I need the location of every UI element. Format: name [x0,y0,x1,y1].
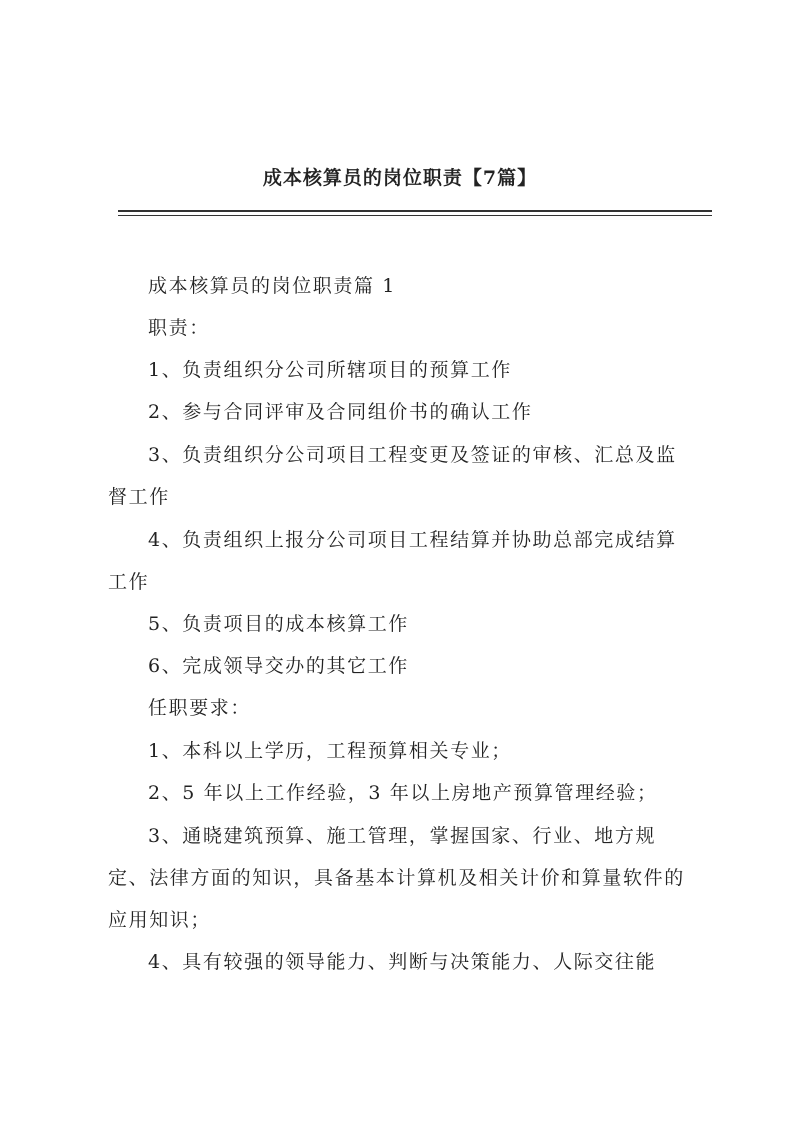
requirement-item-1: 1、本科以上学历，工程预算相关专业； [148,740,512,762]
duty-item-1: 1、负责组织分公司所辖项目的预算工作 [148,359,512,381]
title-divider-thin [118,215,712,216]
title-divider-thick [118,210,712,212]
duty-item-3-line-2: 督工作 [108,486,170,508]
requirement-item-3-line-1: 3、通晓建筑预算、施工管理，掌握国家、行业、地方规 [148,825,657,847]
requirement-item-2: 2、5 年以上工作经验，3 年以上房地产预算管理经验； [148,782,658,804]
duty-item-3-line-1: 3、负责组织分公司项目工程变更及签证的审核、汇总及监 [148,444,677,466]
duty-item-2: 2、参与合同评审及合同组价书的确认工作 [148,401,533,423]
section-heading: 成本核算员的岗位职责篇 1 [148,275,396,297]
duties-label: 职责： [148,317,210,339]
duty-item-5: 5、负责项目的成本核算工作 [148,613,409,635]
requirement-item-3-line-2: 定、法律方面的知识，具备基本计算机及相关计价和算量软件的 [108,867,685,889]
duty-item-6: 6、完成领导交办的其它工作 [148,655,409,677]
duty-item-4-line-1: 4、负责组织上报分公司项目工程结算并协助总部完成结算 [148,529,677,551]
document-title: 成本核算员的岗位职责【7篇】 [262,167,538,189]
requirement-item-4-line-1: 4、具有较强的领导能力、判断与决策能力、人际交往能 [148,951,657,973]
duty-item-4-line-2: 工作 [108,571,150,593]
requirement-item-3-line-3: 应用知识； [108,909,212,931]
requirements-label: 任职要求： [148,697,252,719]
